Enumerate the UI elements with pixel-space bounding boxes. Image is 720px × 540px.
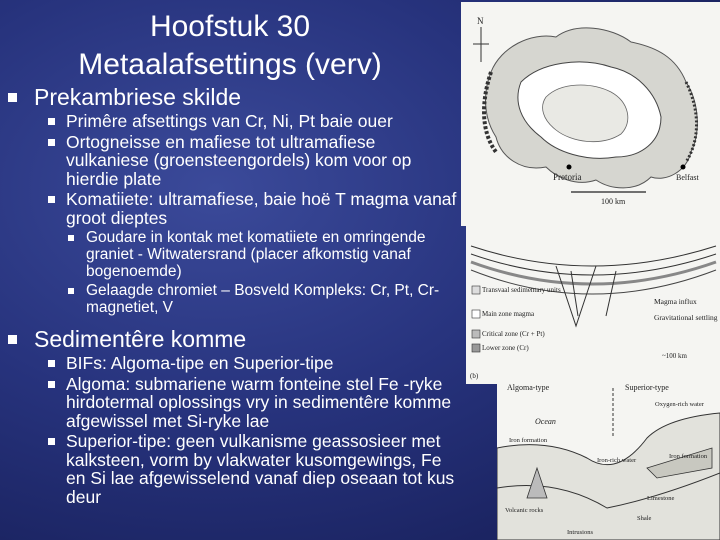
intrusions-label: Intrusions xyxy=(567,529,593,536)
sub-list-item xyxy=(64,282,460,316)
square-bullet-icon xyxy=(48,360,55,367)
square-bullet-icon xyxy=(48,438,55,445)
section-scale-label: ~100 km xyxy=(662,352,687,360)
iron-formation-label-1: Iron formation xyxy=(509,437,548,444)
map-scale-label: 100 km xyxy=(601,197,626,206)
map-drawing xyxy=(461,2,720,226)
section-heading xyxy=(8,84,460,110)
belfast-label: Belfast xyxy=(676,173,699,182)
list-item xyxy=(40,354,460,373)
legend-main-zone: Main zone magma xyxy=(482,310,535,318)
legend-lower-zone: Lower zone (Cr) xyxy=(482,344,529,352)
limestone-label: Limestone xyxy=(647,495,675,502)
slide-title xyxy=(0,8,460,84)
north-label: N xyxy=(477,16,484,26)
bif-types-figure xyxy=(497,378,720,540)
heading-text: Prekambriese skilde xyxy=(34,84,242,110)
list-item xyxy=(40,375,460,431)
list-item xyxy=(40,190,460,227)
list-item xyxy=(40,432,460,506)
item-text: Gelaagde chromiet – Bosveld Kompleks: Cr, Pt, Cr-magnetiet, V xyxy=(86,282,440,316)
gravitational-settling-label: Gravitational settling xyxy=(654,313,718,322)
section-heading xyxy=(8,326,460,352)
item-text: Superior-tipe: geen vulkanisme geassosieer met kalksteen, vorm by vlakwater kusomgewings, Fe en Si lae afgewisselend vanaf diep oseaan tot kus deur xyxy=(66,431,455,507)
algoma-type-label: Algoma-type xyxy=(507,383,550,392)
title-line-1: Hoofstuk 30 xyxy=(149,10,311,43)
bushveld-map-figure xyxy=(461,2,720,226)
square-bullet-icon xyxy=(48,118,55,125)
item-text: Komatiiete: ultramafiese, baie hoë T magma vanaf groot dieptes xyxy=(66,189,457,228)
list-item xyxy=(40,133,460,189)
cross-section-drawing xyxy=(466,226,720,384)
superior-type-label: Superior-type xyxy=(625,383,669,392)
legend-transvaal: Transvaal sedimentary units xyxy=(482,286,561,294)
ocean-label: Ocean xyxy=(535,417,556,426)
item-text: BIFs: Algoma-tipe en Superior-tipe xyxy=(66,353,334,373)
item-text: Goudare in kontak met komatiiete en omringende graniet - Witwatersrand (placer afkomstig vanaf bogenoemde) xyxy=(86,229,426,280)
title-line-2: Metaalafsettings (verv) xyxy=(78,48,382,81)
item-text: Ortogneisse en mafiese tot ultramafiese vulkaniese (groensteengordels) kom voor op hierdie plate xyxy=(66,131,412,189)
oxygen-rich-label: Oxygen-rich water xyxy=(655,401,704,408)
square-bullet-icon xyxy=(68,235,74,241)
pretoria-label: Pretoria xyxy=(553,172,582,182)
list-item xyxy=(40,112,460,131)
volcanic-rocks-label: Volcanic rocks xyxy=(505,507,544,514)
bushveld-cross-section-figure xyxy=(466,226,720,384)
square-bullet-icon xyxy=(68,288,74,294)
sub-list-item xyxy=(64,229,460,280)
legend-critical-zone: Critical zone (Cr + Pt) xyxy=(482,330,545,338)
iron-rich-water-label: Iron-rich water xyxy=(597,457,637,464)
shale-label: Shale xyxy=(637,515,652,522)
magma-influx-label: Magma influx xyxy=(654,297,697,306)
square-bullet-icon xyxy=(48,139,55,146)
iron-formation-label-2: Iron formation xyxy=(669,453,708,460)
bif-drawing xyxy=(497,378,720,540)
square-bullet-icon xyxy=(8,93,17,102)
square-bullet-icon xyxy=(48,196,55,203)
bullet-content xyxy=(8,84,460,506)
square-bullet-icon xyxy=(8,335,17,344)
item-text: Algoma: submariene warm fonteine stel Fe -ryke hirdotermal oplossings vry in sedimentêre komme afgewissel met Si-ryke lae xyxy=(66,373,452,431)
panel-b-label: (b) xyxy=(470,372,479,380)
heading-text: Sedimentêre komme xyxy=(34,326,247,352)
square-bullet-icon xyxy=(48,381,55,388)
item-text: Primêre afsettings van Cr, Ni, Pt baie ouer xyxy=(66,111,393,131)
